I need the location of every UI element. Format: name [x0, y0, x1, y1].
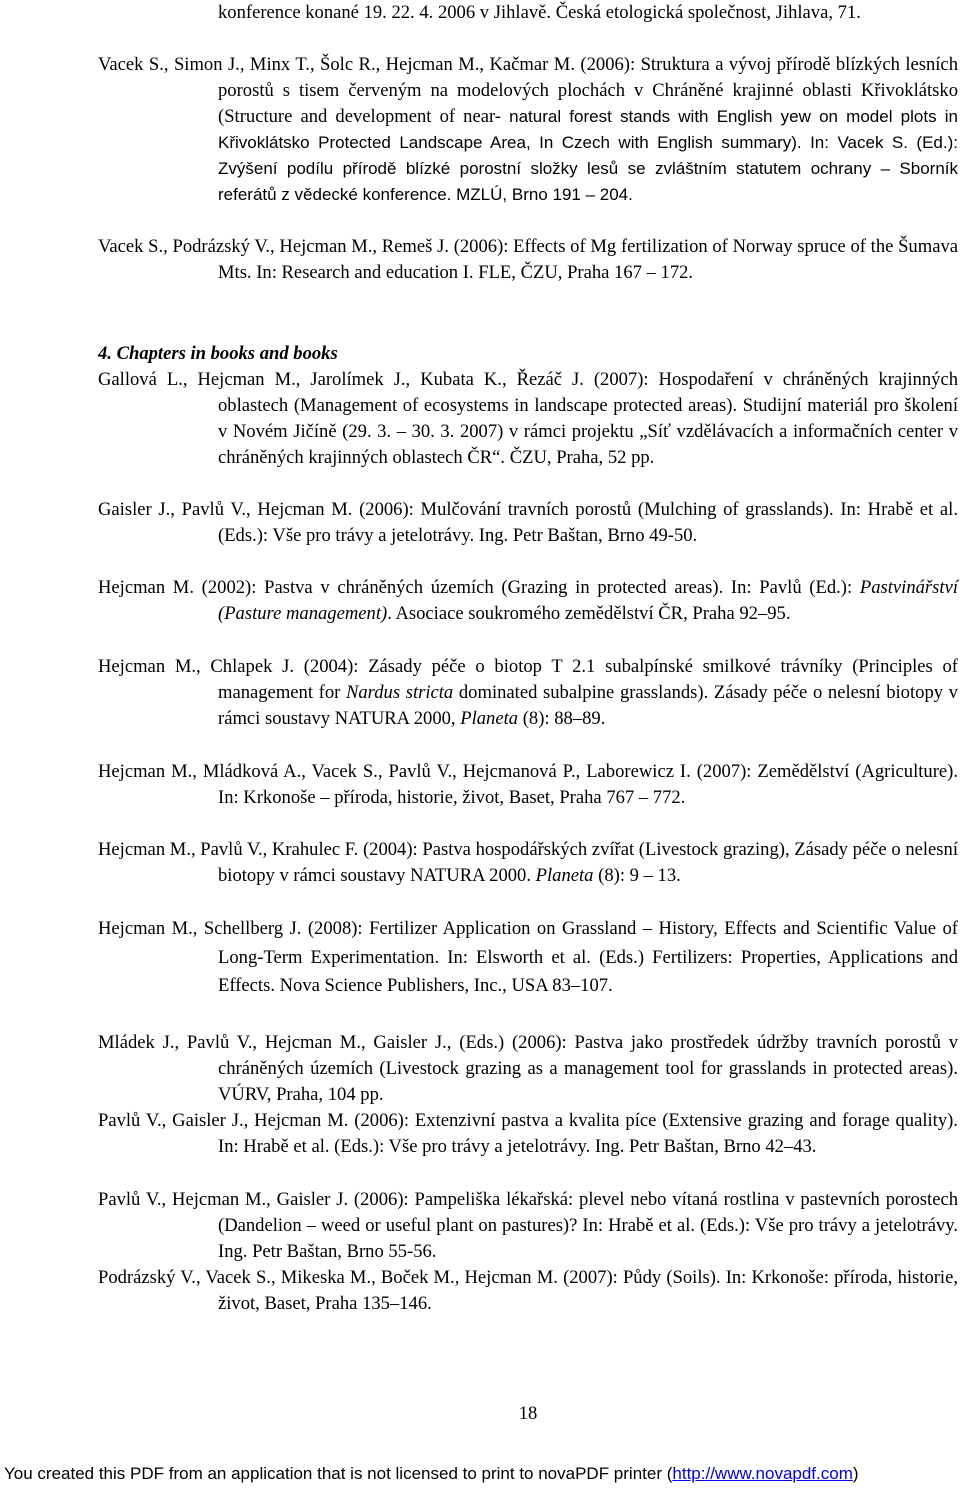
footer-text: You created this PDF from an application that is not licensed to print to novaPDF printer (: [4, 1464, 673, 1483]
reference-continuation: konference konané 19. 22. 4. 2006 v Jihlavě. Česká etologická společnost, Jihlava, 71.: [218, 2, 861, 23]
reference-entry: Pavlů V., Gaisler J., Hejcman M. (2006): Extenzivní pastva a kvalita píce (Extensive grazing and forage quality). In: Hrabě et al. (Eds.): Vše pro trávy a jetelotrávy. Ing. Petr Baštan, Brno 42–43.: [98, 1110, 958, 1157]
reference-entry: Mládek J., Pavlů V., Hejcman M., Gaisler J., (Eds.) (2006): Pastva jako prostředek údržby travních porostů v chráněných územích (Livestock grazing as a management tool for grasslands in protected areas). VÚRV, Praha, 104 pp.: [98, 1032, 958, 1105]
reference-entry: Podrázský V., Vacek S., Mikeska M., Boček M., Hejcman M. (2007): Půdy (Soils). In: Krkonoše: příroda, historie, život, Baset, Praha 135–146.: [98, 1267, 958, 1314]
novapdf-link[interactable]: http://www.novapdf.com: [672, 1464, 853, 1483]
novapdf-footer: [4, 1461, 859, 1487]
reference-entry: Vacek S., Simon J., Minx T., Šolc R., Hejcman M., Kačmar M. (2006): Struktura a vývoj přírodě blízkých lesních porostů s tisem červeným na modelových plochách v Chráněné krajinné oblasti Křivoklátsko (Structure and development of near- natural forest stands with English yew on model plots in Křivoklátsko Protected Landscape Area, In Czech with English summary). In: Vacek S. (Ed.): Zvýšení podílu přírodě blízké porostní složky lesů se zvláštním statutem ochrany – Sborník referátů z vědecké konference. MZLÚ, Brno 191 – 204.: [98, 54, 958, 204]
reference-entry: Vacek S., Podrázský V., Hejcman M., Remeš J. (2006): Effects of Mg fertilization of Norway spruce of the Šumava Mts. In: Research and education I. FLE, ČZU, Praha 167 – 172.: [98, 236, 958, 283]
footer-end: ): [852, 1464, 859, 1483]
reference-entry: Hejcman M., Schellberg J. (2008): Fertilizer Application on Grassland – History, Effects and Scientific Value of Long-Term Experimentation. In: Elsworth et al. (Eds.) Fertilizers: Properties, Applications and Effects. Nova Science Publishers, Inc., USA 83–107.: [98, 918, 958, 996]
reference-entry: Hejcman M. (2002): Pastva v chráněných územích (Grazing in protected areas). In: Pavlů (Ed.): Pastvinářství (Pasture management). Asociace soukromého zemědělství ČR, Praha 92–95.: [98, 577, 958, 624]
reference-entry: Hejcman M., Mládková A., Vacek S., Pavlů V., Hejcmanová P., Laborewicz I. (2007): Zemědělství (Agriculture). In: Krkonoše – příroda, historie, život, Baset, Praha 767 – 772.: [98, 761, 958, 808]
reference-entry: Gallová L., Hejcman M., Jarolímek J., Kubata K., Řezáč J. (2007): Hospodaření v chráněných krajinných oblastech (Management of ecosystems in landscape protected areas). Studijní materiál pro školení v Novém Jičíně (29. 3. – 30. 3. 2007) v rámci projektu „Síť vzdělávacích a informačních center v chráněných krajinných oblastech ČR“. ČZU, Praha, 52 pp.: [98, 369, 958, 468]
section-heading: 4. Chapters in books and books: [98, 343, 338, 364]
reference-entry: Gaisler J., Pavlů V., Hejcman M. (2006): Mulčování travních porostů (Mulching of grasslands). In: Hrabě et al. (Eds.): Vše pro trávy a jetelotrávy. Ing. Petr Baštan, Brno 49-50.: [98, 499, 958, 546]
reference-entry: Pavlů V., Hejcman M., Gaisler J. (2006): Pampeliška lékařská: plevel nebo vítaná rostlina v pastevních porostech (Dandelion – weed or useful plant on pastures)? In: Hrabě et al. (Eds.): Vše pro trávy a jetelotrávy. Ing. Petr Baštan, Brno 55-56.: [98, 1189, 958, 1262]
page-number: 18: [518, 1403, 538, 1424]
reference-entry: Hejcman M., Chlapek J. (2004): Zásady péče o biotop T 2.1 subalpínské smilkové trávníky (Principles of management for Nardus stricta dominated subalpine grasslands). Zásady péče o nelesní biotopy v rámci soustavy NATURA 2000, Planeta (8): 88–89.: [98, 656, 958, 729]
reference-entry: Hejcman M., Pavlů V., Krahulec F. (2004): Pastva hospodářských zvířat (Livestock grazing), Zásady péče o nelesní biotopy v rámci soustavy NATURA 2000. Planeta (8): 9 – 13.: [98, 839, 958, 886]
